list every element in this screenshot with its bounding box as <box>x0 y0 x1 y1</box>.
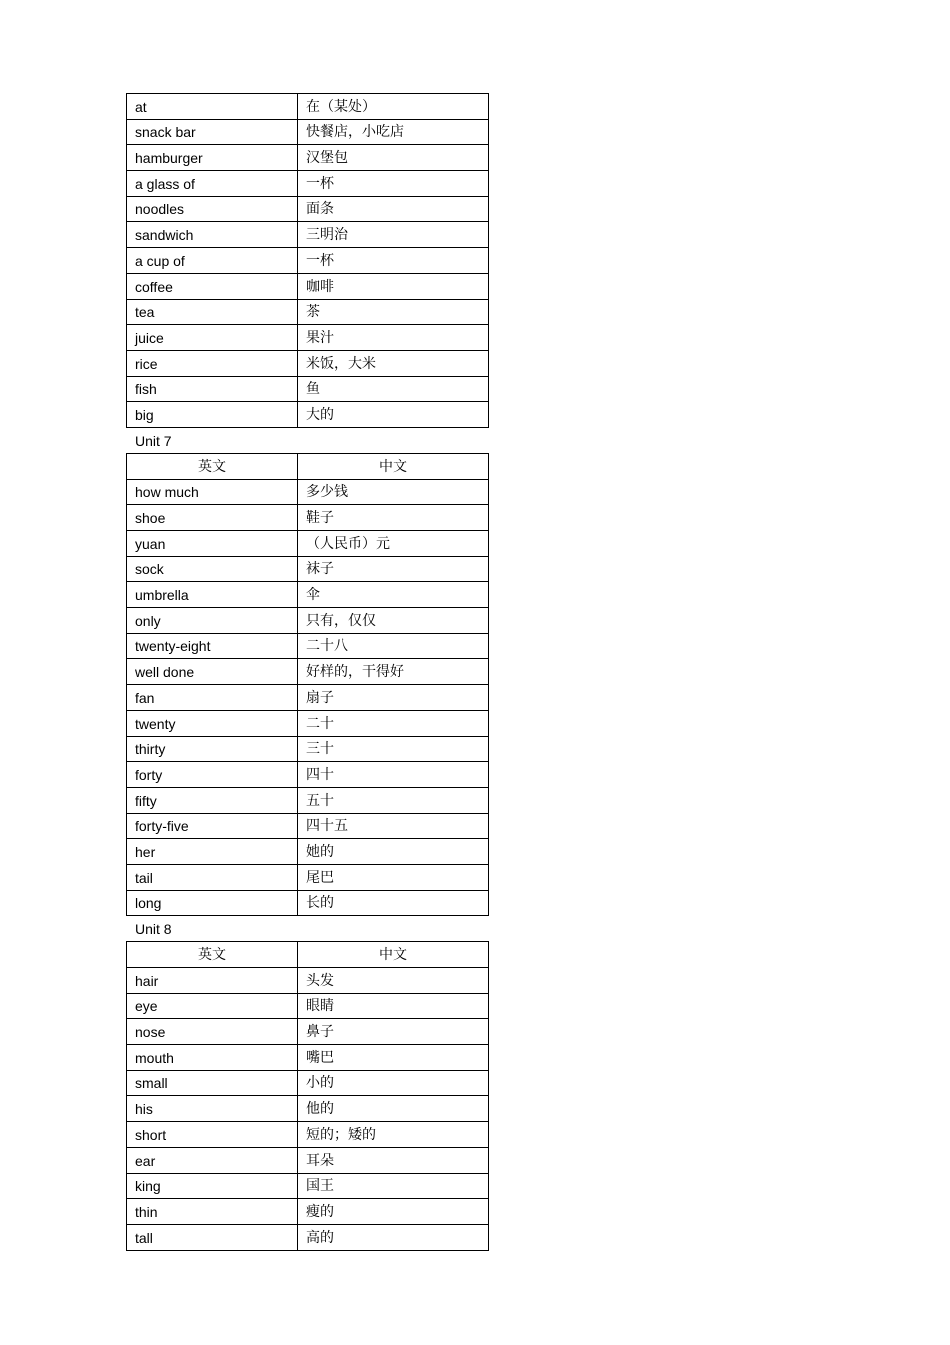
english-word: a glass of <box>127 171 298 197</box>
table-row <box>127 145 489 171</box>
table-row <box>127 479 489 505</box>
table-row <box>127 171 489 197</box>
table-row <box>127 633 489 659</box>
chinese-meaning: 三明治 <box>298 222 489 248</box>
table-row <box>127 299 489 325</box>
column-header-chinese: 中文 <box>298 942 489 968</box>
chinese-meaning: 面条 <box>298 196 489 222</box>
vocabulary-page <box>126 93 488 1251</box>
chinese-meaning: 在（某处） <box>298 94 489 120</box>
chinese-meaning: 米饭，大米 <box>298 350 489 376</box>
chinese-meaning: 咖啡 <box>298 273 489 299</box>
table-row <box>127 1199 489 1225</box>
chinese-meaning: 二十八 <box>298 633 489 659</box>
table-row <box>127 864 489 890</box>
english-word: small <box>127 1070 298 1096</box>
table-row <box>127 839 489 865</box>
english-word: tail <box>127 864 298 890</box>
chinese-meaning: 伞 <box>298 582 489 608</box>
english-word: big <box>127 402 298 428</box>
table-row <box>127 968 489 994</box>
chinese-meaning: 鱼 <box>298 376 489 402</box>
chinese-meaning: 汉堡包 <box>298 145 489 171</box>
english-word: thirty <box>127 736 298 762</box>
column-header-english: 英文 <box>127 453 298 479</box>
english-word: twenty <box>127 710 298 736</box>
chinese-meaning: 长的 <box>298 890 489 916</box>
english-word: coffee <box>127 273 298 299</box>
chinese-meaning: 头发 <box>298 968 489 994</box>
english-word: hair <box>127 968 298 994</box>
table-row <box>127 196 489 222</box>
chinese-meaning: 果汁 <box>298 325 489 351</box>
english-word: tall <box>127 1224 298 1250</box>
table-row <box>127 582 489 608</box>
chinese-meaning: 四十 <box>298 762 489 788</box>
english-word: king <box>127 1173 298 1199</box>
english-word: nose <box>127 1019 298 1045</box>
chinese-meaning: 嘴巴 <box>298 1045 489 1071</box>
table-row <box>127 1045 489 1071</box>
english-word: long <box>127 890 298 916</box>
english-word: sandwich <box>127 222 298 248</box>
chinese-meaning: 多少钱 <box>298 479 489 505</box>
table-row <box>127 505 489 531</box>
english-word: fan <box>127 685 298 711</box>
english-word: umbrella <box>127 582 298 608</box>
table-row <box>127 787 489 813</box>
table-row <box>127 556 489 582</box>
english-word: forty-five <box>127 813 298 839</box>
table-row <box>127 119 489 145</box>
column-header-english: 英文 <box>127 942 298 968</box>
table-row <box>127 273 489 299</box>
english-word: juice <box>127 325 298 351</box>
chinese-meaning: 二十 <box>298 710 489 736</box>
table-row <box>127 608 489 634</box>
chinese-meaning: 好样的，干得好 <box>298 659 489 685</box>
chinese-meaning: 袜子 <box>298 556 489 582</box>
vocab-table <box>126 941 489 1250</box>
chinese-meaning: 扇子 <box>298 685 489 711</box>
chinese-meaning: 尾巴 <box>298 864 489 890</box>
english-word: twenty-eight <box>127 633 298 659</box>
table-row <box>127 1096 489 1122</box>
table-row <box>127 685 489 711</box>
chinese-meaning: 四十五 <box>298 813 489 839</box>
table-row <box>127 402 489 428</box>
table-row <box>127 890 489 916</box>
header-row <box>127 942 489 968</box>
vocab-table <box>126 93 489 428</box>
english-word: snack bar <box>127 119 298 145</box>
chinese-meaning: 国王 <box>298 1173 489 1199</box>
table-row <box>127 710 489 736</box>
chinese-meaning: 他的 <box>298 1096 489 1122</box>
english-word: thin <box>127 1199 298 1225</box>
english-word: how much <box>127 479 298 505</box>
table-row <box>127 350 489 376</box>
chinese-meaning: 鞋子 <box>298 505 489 531</box>
english-word: a cup of <box>127 248 298 274</box>
chinese-meaning: 只有，仅仅 <box>298 608 489 634</box>
table-row <box>127 1224 489 1250</box>
chinese-meaning: 瘦的 <box>298 1199 489 1225</box>
english-word: noodles <box>127 196 298 222</box>
table-row <box>127 736 489 762</box>
chinese-meaning: 一杯 <box>298 248 489 274</box>
chinese-meaning: （人民币）元 <box>298 531 489 557</box>
table-row <box>127 1147 489 1173</box>
english-word: hamburger <box>127 145 298 171</box>
table-row <box>127 1070 489 1096</box>
chinese-meaning: 大的 <box>298 402 489 428</box>
english-word: fish <box>127 376 298 402</box>
table-row <box>127 531 489 557</box>
chinese-meaning: 她的 <box>298 839 489 865</box>
unit-title: Unit 8 <box>135 921 172 938</box>
chinese-meaning: 五十 <box>298 787 489 813</box>
english-word: eye <box>127 993 298 1019</box>
table-row <box>127 94 489 120</box>
chinese-meaning: 快餐店，小吃店 <box>298 119 489 145</box>
english-word: sock <box>127 556 298 582</box>
unit-title: Unit 7 <box>135 432 172 449</box>
english-word: tea <box>127 299 298 325</box>
english-word: well done <box>127 659 298 685</box>
english-word: short <box>127 1122 298 1148</box>
table-row <box>127 376 489 402</box>
table-row <box>127 993 489 1019</box>
chinese-meaning: 耳朵 <box>298 1147 489 1173</box>
english-word: forty <box>127 762 298 788</box>
chinese-meaning: 小的 <box>298 1070 489 1096</box>
chinese-meaning: 三十 <box>298 736 489 762</box>
chinese-meaning: 高的 <box>298 1224 489 1250</box>
english-word: mouth <box>127 1045 298 1071</box>
chinese-meaning: 短的；矮的 <box>298 1122 489 1148</box>
table-row <box>127 1019 489 1045</box>
english-word: rice <box>127 350 298 376</box>
chinese-meaning: 一杯 <box>298 171 489 197</box>
table-row <box>127 325 489 351</box>
table-row <box>127 659 489 685</box>
chinese-meaning: 茶 <box>298 299 489 325</box>
chinese-meaning: 眼睛 <box>298 993 489 1019</box>
english-word: only <box>127 608 298 634</box>
english-word: his <box>127 1096 298 1122</box>
table-row <box>127 1173 489 1199</box>
table-row <box>127 1122 489 1148</box>
vocab-table <box>126 453 489 916</box>
header-row <box>127 453 489 479</box>
table-row <box>127 813 489 839</box>
english-word: yuan <box>127 531 298 557</box>
column-header-chinese: 中文 <box>298 453 489 479</box>
english-word: fifty <box>127 787 298 813</box>
english-word: her <box>127 839 298 865</box>
chinese-meaning: 鼻子 <box>298 1019 489 1045</box>
table-row <box>127 222 489 248</box>
table-row <box>127 248 489 274</box>
table-row <box>127 762 489 788</box>
english-word: shoe <box>127 505 298 531</box>
english-word: at <box>127 94 298 120</box>
english-word: ear <box>127 1147 298 1173</box>
